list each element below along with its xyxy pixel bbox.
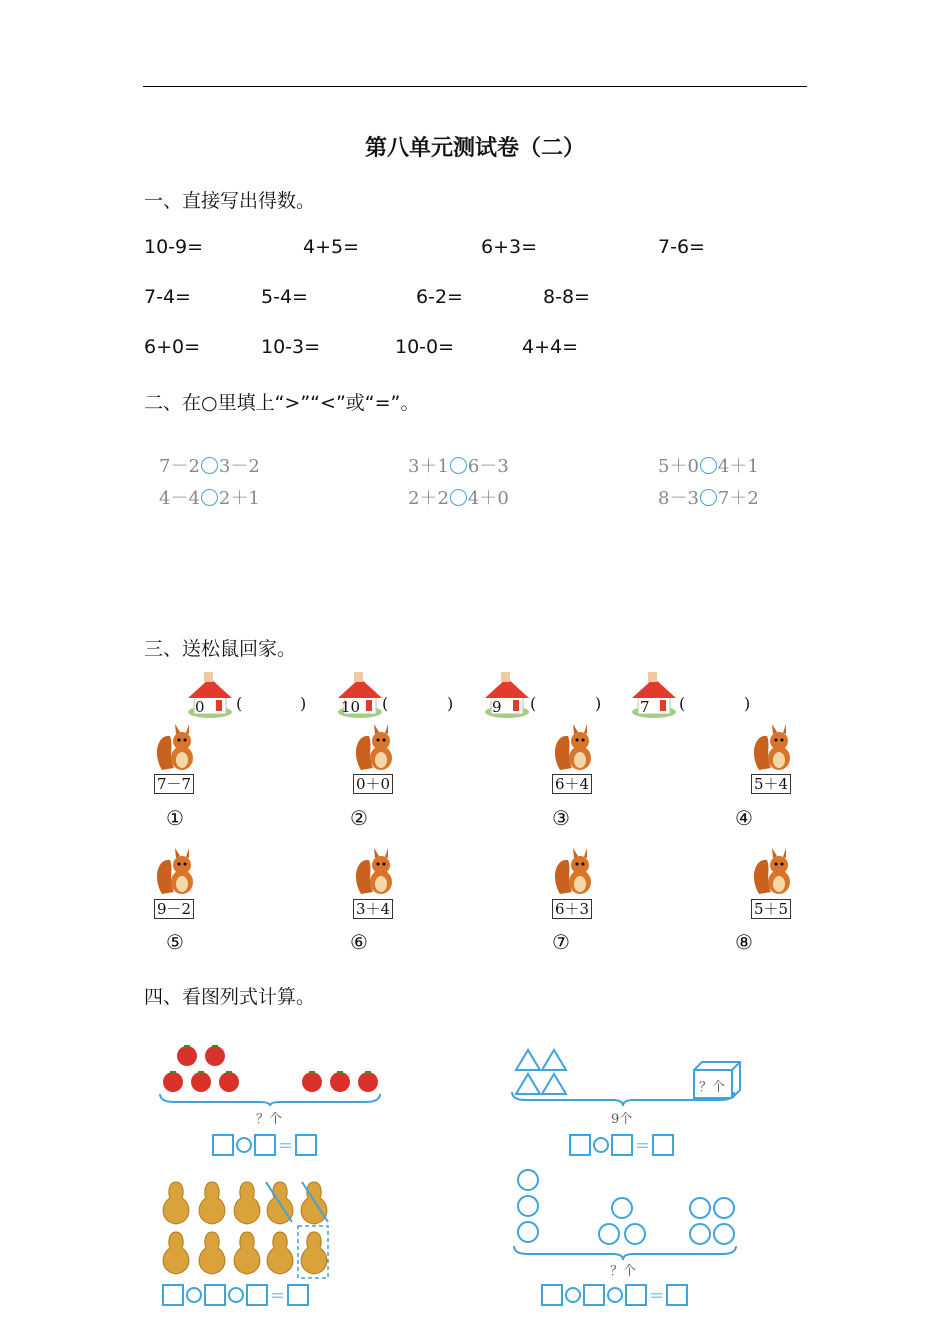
squirrel-icon bbox=[353, 848, 399, 896]
item-number: ④ bbox=[735, 806, 753, 830]
section-1-heading: 一、直接写出得数。 bbox=[144, 190, 316, 212]
answer-box[interactable] bbox=[611, 1134, 633, 1156]
answer-circle[interactable] bbox=[700, 457, 717, 474]
squirrel-icon bbox=[751, 724, 797, 772]
equals-sign: = bbox=[278, 1134, 294, 1156]
compare-item: 5＋0 4＋1 bbox=[658, 456, 759, 477]
compare-item: 7－2 3－2 bbox=[159, 456, 260, 477]
house-icon bbox=[628, 672, 680, 720]
house-icon bbox=[481, 672, 533, 720]
box-quantity-label: ？个 bbox=[699, 1080, 726, 1095]
quantity-label: ？个 bbox=[256, 1112, 283, 1127]
calc-item: 4+5= bbox=[303, 236, 360, 258]
answer-box[interactable] bbox=[569, 1134, 591, 1156]
top-rule bbox=[143, 86, 807, 87]
calc-item: 5-4= bbox=[261, 286, 308, 308]
operator-circle[interactable] bbox=[228, 1287, 244, 1303]
calc-item: 6+0= bbox=[144, 336, 201, 358]
equals-sign: = bbox=[635, 1134, 651, 1156]
squirrel-icon bbox=[154, 848, 200, 896]
answer-equation bbox=[541, 1284, 688, 1306]
calc-item: 10-0= bbox=[395, 336, 455, 358]
squirrel-icon bbox=[552, 848, 598, 896]
house-number: 0 bbox=[195, 698, 205, 716]
answer-equation bbox=[569, 1134, 674, 1156]
pears-figure bbox=[156, 1178, 336, 1282]
paren-open: ( bbox=[236, 694, 243, 713]
compare-item: 2＋2 4＋0 bbox=[408, 488, 509, 509]
squirrel-icon bbox=[751, 848, 797, 896]
section-2-heading: 二、在○里填上“>”“<”或“=”。 bbox=[144, 392, 420, 414]
calc-item: 6-2= bbox=[416, 286, 463, 308]
paren-open: ( bbox=[679, 694, 686, 713]
squirrel-expression: 3＋4 bbox=[353, 899, 393, 919]
squirrel-expression: 7－7 bbox=[154, 774, 194, 794]
answer-circle[interactable] bbox=[201, 489, 218, 506]
answer-box[interactable] bbox=[666, 1284, 688, 1306]
compare-item: 4－4 2＋1 bbox=[159, 488, 260, 509]
calc-item: 10-9= bbox=[144, 236, 204, 258]
squirrel-expression: 9－2 bbox=[154, 899, 194, 919]
calc-item: 4+4= bbox=[522, 336, 579, 358]
squirrel-icon bbox=[353, 724, 399, 772]
squirrel-expression: 5＋5 bbox=[751, 899, 791, 919]
paren-open: ( bbox=[530, 694, 537, 713]
answer-equation bbox=[212, 1134, 317, 1156]
paren-close: ) bbox=[744, 694, 751, 713]
answer-box[interactable] bbox=[541, 1284, 563, 1306]
item-number: ⑧ bbox=[735, 930, 753, 954]
answer-circle[interactable] bbox=[450, 457, 467, 474]
calc-item: 7-4= bbox=[144, 286, 191, 308]
quantity-label: ？个 bbox=[610, 1264, 637, 1279]
answer-box[interactable] bbox=[254, 1134, 276, 1156]
answer-box[interactable] bbox=[287, 1284, 309, 1306]
paren-close: ) bbox=[300, 694, 307, 713]
compare-item: 3＋1 6－3 bbox=[408, 456, 509, 477]
section-4-heading: 四、看图列式计算。 bbox=[144, 986, 316, 1008]
operator-circle[interactable] bbox=[593, 1137, 609, 1153]
section-3-heading: 三、送松鼠回家。 bbox=[144, 638, 297, 660]
answer-box[interactable] bbox=[162, 1284, 184, 1306]
item-number: ③ bbox=[552, 806, 570, 830]
answer-box[interactable] bbox=[652, 1134, 674, 1156]
answer-box[interactable] bbox=[583, 1284, 605, 1306]
calc-item: 6+3= bbox=[481, 236, 538, 258]
answer-box[interactable] bbox=[212, 1134, 234, 1156]
item-number: ⑦ bbox=[552, 930, 570, 954]
item-number: ① bbox=[166, 806, 184, 830]
house-number: 10 bbox=[341, 698, 361, 716]
house-number: 9 bbox=[492, 698, 502, 716]
equals-sign: = bbox=[270, 1284, 286, 1306]
squirrel-icon bbox=[154, 724, 200, 772]
squirrel-expression: 0＋0 bbox=[353, 774, 393, 794]
operator-circle[interactable] bbox=[607, 1287, 623, 1303]
house-number: 7 bbox=[640, 698, 650, 716]
compare-item: 8－3 7＋2 bbox=[658, 488, 759, 509]
answer-equation bbox=[162, 1284, 309, 1306]
item-number: ⑥ bbox=[350, 930, 368, 954]
circles-figure bbox=[508, 1164, 748, 1262]
paren-close: ) bbox=[447, 694, 454, 713]
calc-item: 7-6= bbox=[658, 236, 705, 258]
answer-circle[interactable] bbox=[450, 489, 467, 506]
equals-sign: = bbox=[649, 1284, 665, 1306]
total-label: 9个 bbox=[611, 1112, 633, 1127]
squirrel-icon bbox=[552, 724, 598, 772]
operator-circle[interactable] bbox=[236, 1137, 252, 1153]
squirrel-expression: 6＋3 bbox=[552, 899, 592, 919]
answer-box[interactable] bbox=[625, 1284, 647, 1306]
operator-circle[interactable] bbox=[186, 1287, 202, 1303]
answer-box[interactable] bbox=[295, 1134, 317, 1156]
paren-open: ( bbox=[382, 694, 389, 713]
squirrel-expression: 6＋4 bbox=[552, 774, 592, 794]
answer-box[interactable] bbox=[204, 1284, 226, 1306]
tomatoes-figure bbox=[155, 1042, 385, 1106]
answer-box[interactable] bbox=[246, 1284, 268, 1306]
page-title: 第八单元测试卷（二） bbox=[364, 135, 585, 161]
calc-item: 10-3= bbox=[261, 336, 321, 358]
answer-circle[interactable] bbox=[700, 489, 717, 506]
item-number: ⑤ bbox=[166, 930, 184, 954]
operator-circle[interactable] bbox=[565, 1287, 581, 1303]
answer-circle[interactable] bbox=[201, 457, 218, 474]
house-icon bbox=[184, 672, 236, 720]
squirrel-expression: 5＋4 bbox=[751, 774, 791, 794]
item-number: ② bbox=[350, 806, 368, 830]
calc-item: 8-8= bbox=[543, 286, 590, 308]
paren-close: ) bbox=[595, 694, 602, 713]
